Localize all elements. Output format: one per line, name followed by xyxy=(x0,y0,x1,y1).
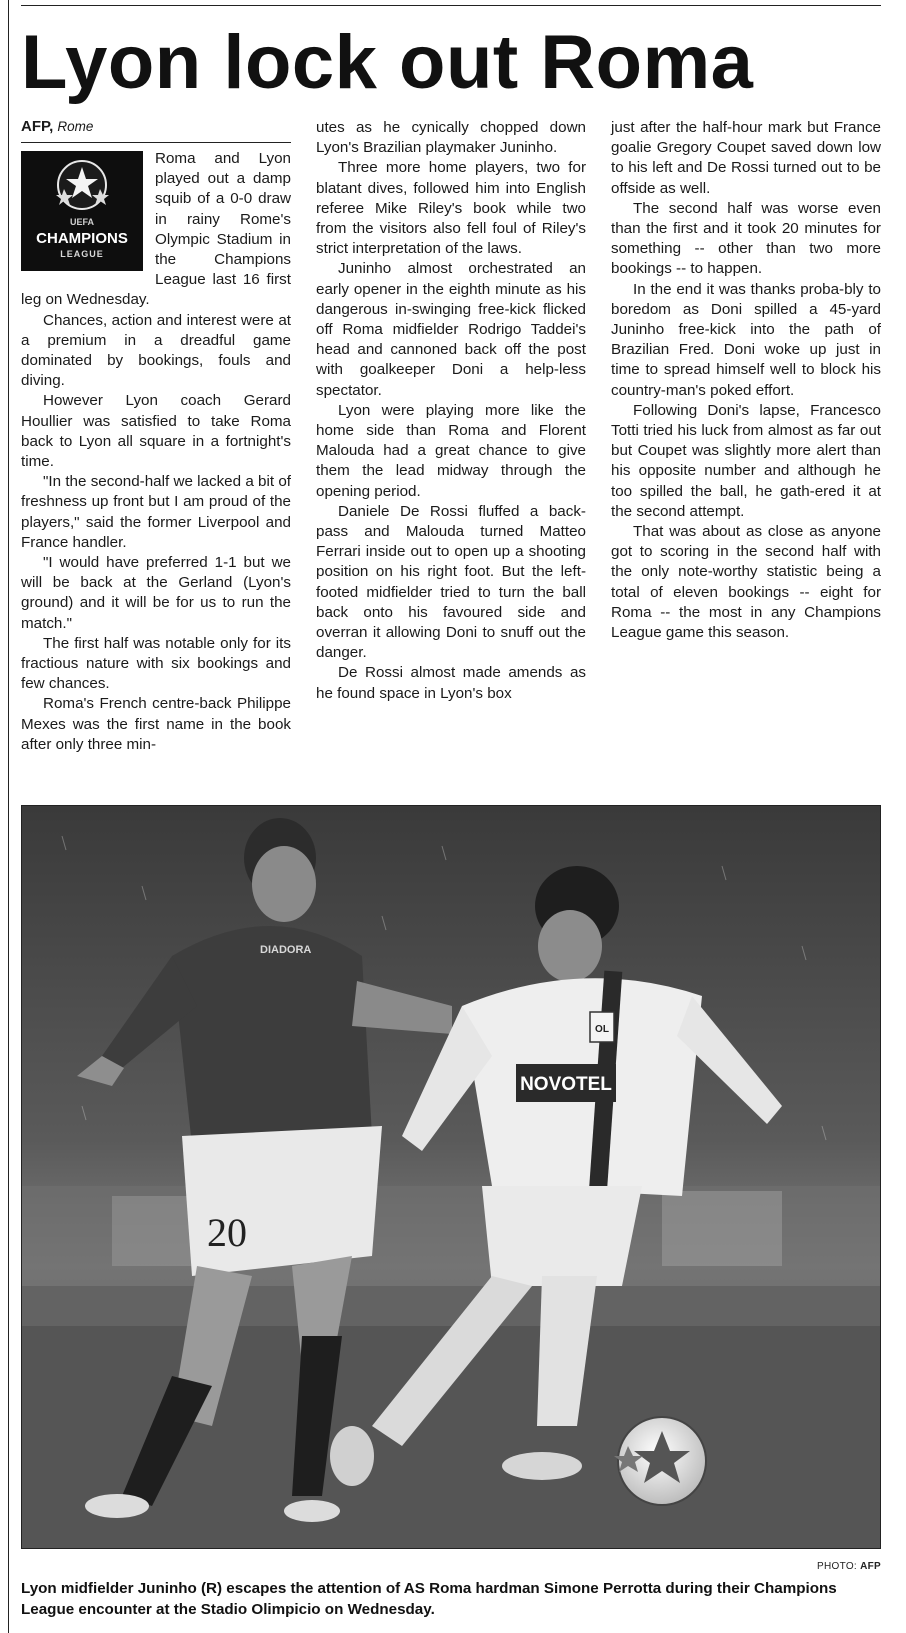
photo-credit xyxy=(817,1561,881,1573)
photo-credit-label: PHOTO: xyxy=(817,1561,857,1572)
champions-league-logo xyxy=(21,151,143,271)
logo-text-uefa: UEFA xyxy=(69,217,95,227)
article-headline: Lyon lock out Roma xyxy=(21,20,754,105)
match-photo xyxy=(21,805,881,1549)
paragraph: just after the half-hour mark but France goalie Gregory Coupet saved down low to his left and De Rossi turned out to be offside as well. xyxy=(611,119,881,197)
paragraph: Juninho almost orchestrated an early opener in the eighth minute as his dangerous in-swinging free-kick flicked off Roma midfielder Rodrigo Taddei's head and cannoned back off the post with goalkeeper Doni a help-less spectator. xyxy=(316,260,586,399)
byline-place: Rome xyxy=(57,119,94,134)
left-border-rule xyxy=(8,0,9,1633)
paragraph: The first half was notable only for its fractious nature with six bookings and few chances. xyxy=(21,634,291,693)
photo-caption: Lyon midfielder Juninho (R) escapes the attention of AS Roma hardman Simone Perrotta during their Champions League encounter at the Stadio Olimpicio on Wednesday. xyxy=(21,1580,837,1618)
article-column-1 xyxy=(21,118,291,788)
logo-text-champions: CHAMPIONS xyxy=(36,230,128,247)
photo-credit-agency: AFP xyxy=(860,1561,881,1572)
paragraph: Following Doni's lapse, Francesco Totti tried his luck from almost as far out but Coupet was slightly more alert than his opposite number and although he too spilled the ball, he gath-ered it at the second attempt. xyxy=(611,401,881,520)
paragraph: Chances, action and interest were at a premium in a dreadful game dominated by bookings, fouls and diving. xyxy=(21,311,291,390)
paragraph: "I would have preferred 1-1 but we will be back at the Gerland (Lyon's ground) and it will be for us to run the match." xyxy=(21,554,291,632)
paragraph: "In the second-half we lacked a bit of freshness up front but I am proud of the players," said the former Liverpool and France handler. xyxy=(21,473,291,551)
paragraph: The second half was worse even than the first and it took 20 minutes for something -- other than two more bookings -- to happen. xyxy=(611,199,881,278)
article-body xyxy=(21,118,881,788)
paragraph: In the end it was thanks proba-bly to boredom as Doni spilled a 45-yard Juninho free-kick into the path of Brazilian Fred. Doni woke up just in time to spread himself well to block his country-man's poked effort. xyxy=(611,280,881,399)
article-column-2 xyxy=(316,118,586,788)
paragraph: Roma's French centre-back Philippe Mexes was the first name in the book after only three min- xyxy=(21,695,291,753)
starball-icon xyxy=(21,151,143,271)
football-players-illustration xyxy=(22,806,880,1548)
shorts-number: 20 xyxy=(207,1210,247,1255)
byline xyxy=(21,118,291,143)
paragraph: That was about as close as anyone got to scoring in the second half with the only note-worthy statistic being a total of eleven bookings -- eight for Roma -- the most in any Champions League game this season. xyxy=(611,523,881,642)
top-border-rule xyxy=(21,5,881,6)
paragraph: Daniele De Rossi fluffed a back-pass and Malouda turned Matteo Ferrari inside out to open up a shooting position on his right foot. But the left-footed midfielder tried to turn the ball back onto his favoured side and overran it allowing Doni to snuff out the danger. xyxy=(316,502,586,662)
paragraph: However Lyon coach Gerard Houllier was satisfied to take Roma back to Lyon all square in a fortnight's time. xyxy=(21,392,291,471)
paragraph: De Rossi almost made amends as he found space in Lyon's box xyxy=(316,664,586,702)
logo-text-league: LEAGUE xyxy=(60,249,104,259)
kit-brand-text: DIADORA xyxy=(260,944,312,956)
shirt-sponsor-text: NOVOTEL xyxy=(520,1074,612,1095)
article-column-3 xyxy=(611,118,881,788)
paragraph: Roma and Lyon played out a damp squib of a 0-0 draw in rainy Rome's Olympic Stadium in the Champions League last 16 first leg on Wednesday. xyxy=(21,150,291,309)
club-crest-text: OL xyxy=(595,1024,609,1035)
paragraph: Lyon were playing more like the home side than Roma and Florent Malouda had a great chance to give them the lead midway through the opening period. xyxy=(316,401,586,500)
byline-agency: AFP, xyxy=(21,118,54,135)
paragraph: Three more home players, two for blatant dives, followed him into English referee Mike Riley's book while two from the visitors also fell foul of Riley's strict interpretation of the laws. xyxy=(316,159,586,258)
paragraph: utes as he cynically chopped down Lyon's Brazilian playmaker Juninho. xyxy=(316,119,586,157)
